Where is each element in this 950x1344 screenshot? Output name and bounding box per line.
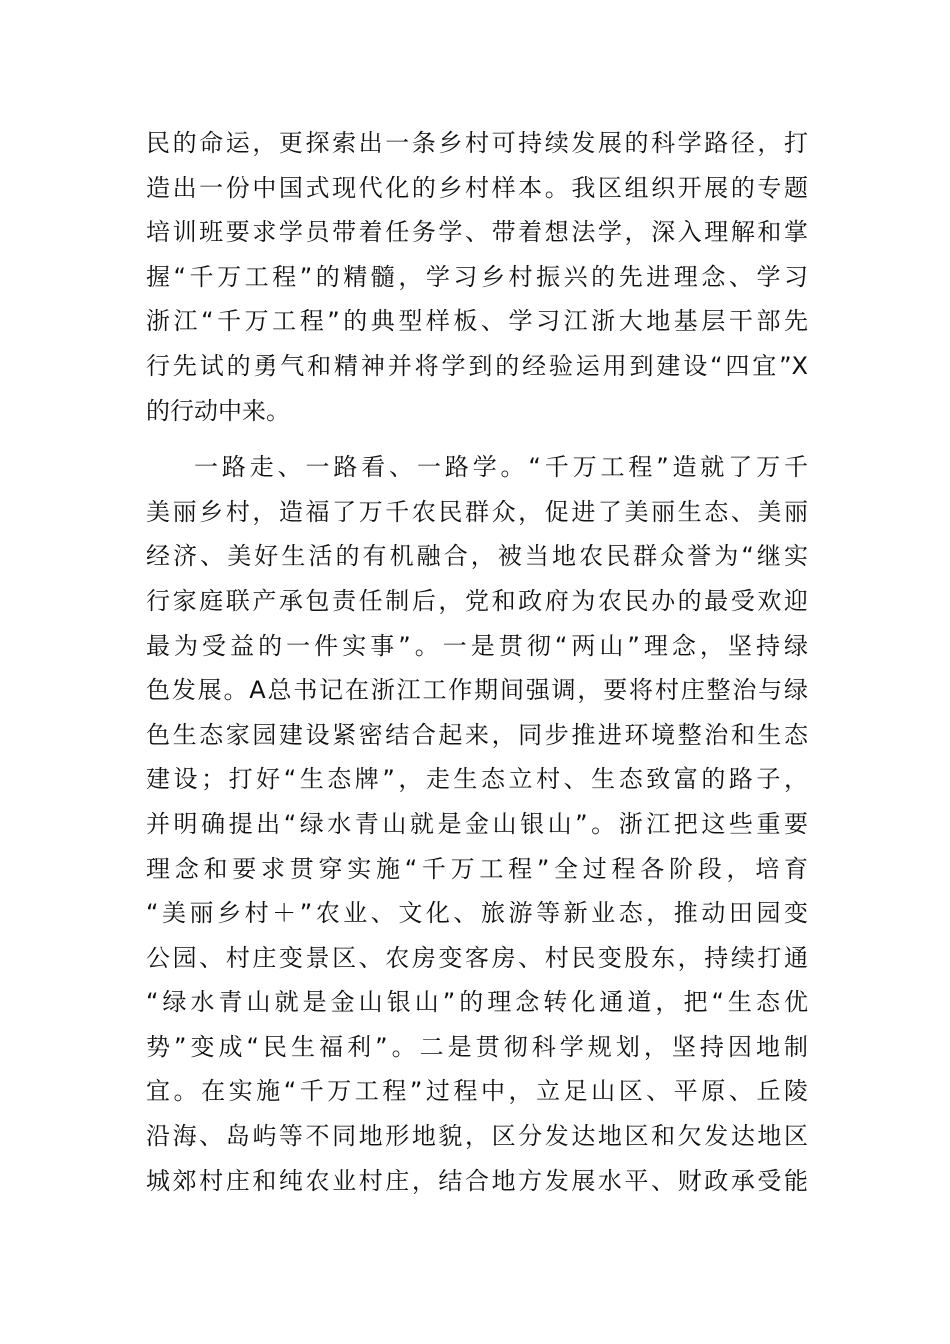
text-line: 的行动中来。	[146, 396, 290, 425]
text-line: 行家庭联产承包责任制后，党和政府为农民办的最受欢迎	[146, 586, 808, 615]
text-line: “绿水青山就是金山银山”的理念转化通道，把“生态优	[146, 988, 808, 1017]
text-line: 一路走、一路看、一路学。“千万工程”造就了万千	[194, 453, 808, 482]
text-line: 公园、村庄变景区、农房变客房、村民变股东，持续打通	[146, 943, 808, 972]
text-line: 势”变成“民生福利”。二是贯彻科学规划，坚持因地制	[146, 1032, 808, 1061]
text-line: 建设；打好“生态牌”，走生态立村、生态致富的路子，	[146, 765, 808, 794]
text-line: 宜。在实施“千万工程”过程中，立足山区、平原、丘陵	[146, 1077, 808, 1106]
document-body	[146, 121, 808, 1292]
text-line: 经济、美好生活的有机融合，被当地农民群众誉为“继实	[146, 542, 808, 571]
text-line: 培训班要求学员带着任务学、带着想法学，深入理解和掌	[146, 218, 808, 247]
text-line: 城郊村庄和纯农业村庄，结合地方发展水平、财政承受能	[146, 1166, 808, 1195]
text-line	[146, 1203, 808, 1248]
text-line	[146, 1248, 808, 1293]
text-line: “美丽乡村＋”农业、文化、旅游等新业态，推动田园变	[146, 899, 808, 928]
text-line: 色发展。A总书记在浙江工作期间强调，要将村庄整治与绿	[146, 676, 808, 705]
text-line: 并明确提出“绿水青山就是金山银山”。浙江把这些重要	[146, 809, 808, 838]
paragraph-2	[146, 445, 808, 1292]
text-line: 民的命运，更探索出一条乡村可持续发展的科学路径，打	[146, 129, 808, 157]
text-line: 理念和要求贯穿实施“千万工程”全过程各阶段，培育	[146, 854, 808, 883]
text-line: 美丽乡村，造福了万千农民群众，促进了美丽生态、美丽	[146, 497, 808, 526]
text-line: 握“千万工程”的精髓，学习乡村振兴的先进理念、学习	[146, 262, 808, 291]
text-line: 最为受益的一件实事”。一是贯彻“两山”理念，坚持绿	[146, 631, 808, 660]
text-line: 色生态家园建设紧密结合起来，同步推进环境整治和生态	[146, 720, 808, 749]
text-line: 沿海、岛屿等不同地形地貌，区分发达地区和欠发达地区	[146, 1122, 808, 1151]
text-line: 造出一份中国式现代化的乡村样本。我区组织开展的专题	[146, 173, 808, 202]
text-line: 浙江“千万工程”的典型样板、学习江浙大地基层干部先	[146, 307, 808, 336]
paragraph-1	[146, 121, 808, 433]
text-line: 行先试的勇气和精神并将学到的经验运用到建设“四宜”X	[146, 351, 808, 380]
